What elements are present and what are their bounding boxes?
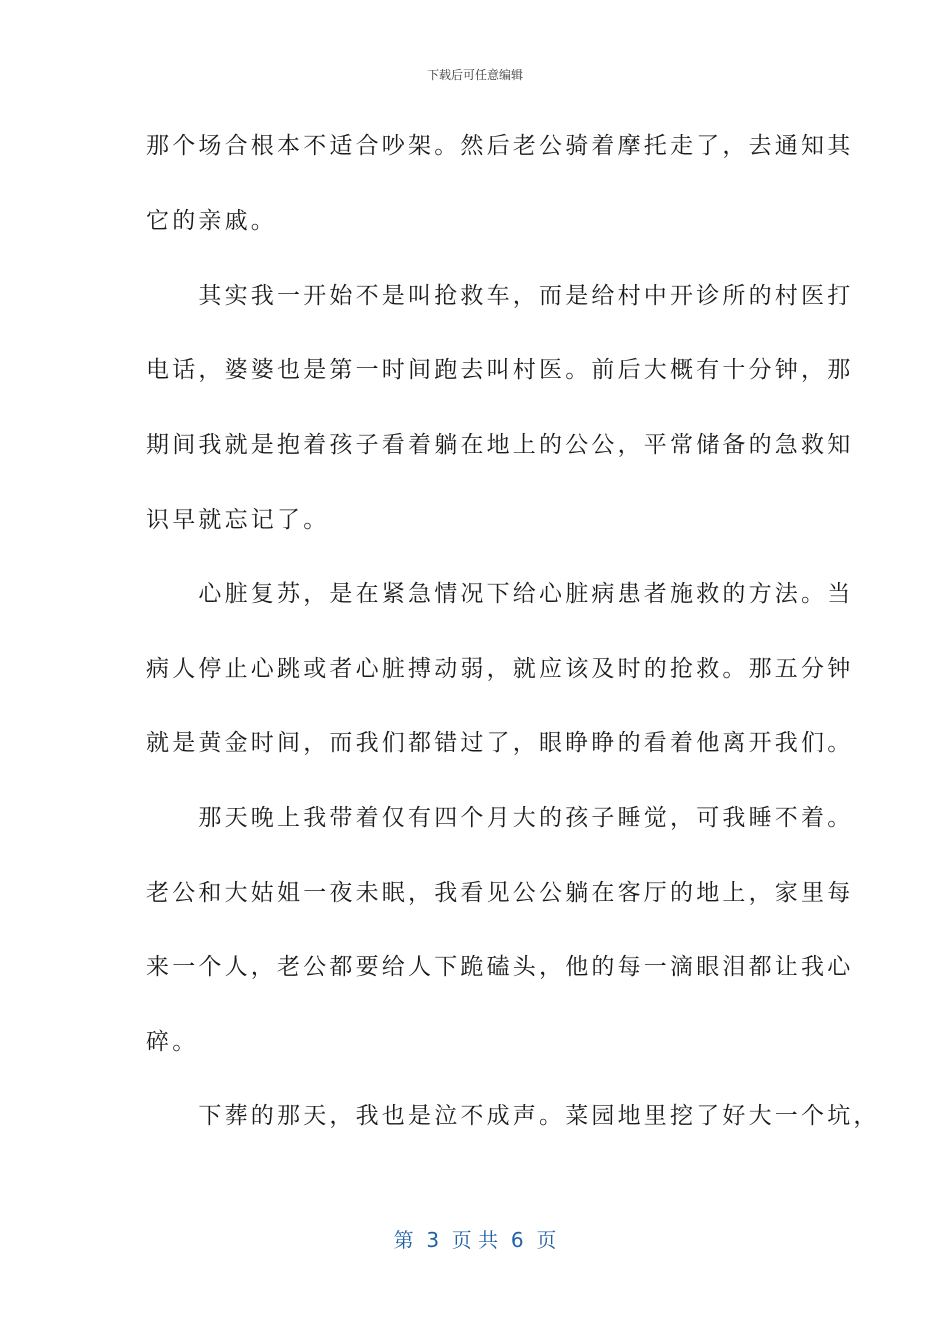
- page-header: 下载后可任意编辑: [426, 68, 523, 82]
- body-line: 病人停止心跳或者心脏搏动弱，就应该及时的抢救。那五分钟: [146, 656, 854, 682]
- body-line: 碎。: [146, 1029, 199, 1055]
- body-line: 心脏复苏，是在紧急情况下给心脏病患者施救的方法。当: [146, 581, 854, 607]
- body-line: 那个场合根本不适合吵架。然后老公骑着摩托走了，去通知其: [146, 133, 854, 159]
- body-line: 那天晚上我带着仅有四个月大的孩子睡觉，可我睡不着。: [146, 805, 854, 831]
- page-footer: 第 3 页 共 6 页: [393, 1228, 557, 1252]
- body-line: 电话，婆婆也是第一时间跑去叫村医。前后大概有十分钟，那: [146, 357, 854, 383]
- body-line: 期间我就是抱着孩子看着躺在地上的公公，平常储备的急救知: [146, 432, 854, 458]
- body-line: 其实我一开始不是叫抢救车，而是给村中开诊所的村医打: [146, 283, 854, 309]
- body-line: 老公和大姑姐一夜未眠，我看见公公躺在客厅的地上，家里每: [146, 880, 854, 906]
- body-line: 它的亲戚。: [146, 208, 277, 234]
- body-line: 就是黄金时间，而我们都错过了，眼睁睁的看着他离开我们。: [146, 730, 854, 756]
- body-line: 来一个人，老公都要给人下跪磕头，他的每一滴眼泪都让我心: [146, 954, 854, 980]
- body-line: 识早就忘记了。: [146, 507, 330, 533]
- body-line: 下葬的那天，我也是泣不成声。菜园地里挖了好大一个坑，: [146, 1103, 880, 1129]
